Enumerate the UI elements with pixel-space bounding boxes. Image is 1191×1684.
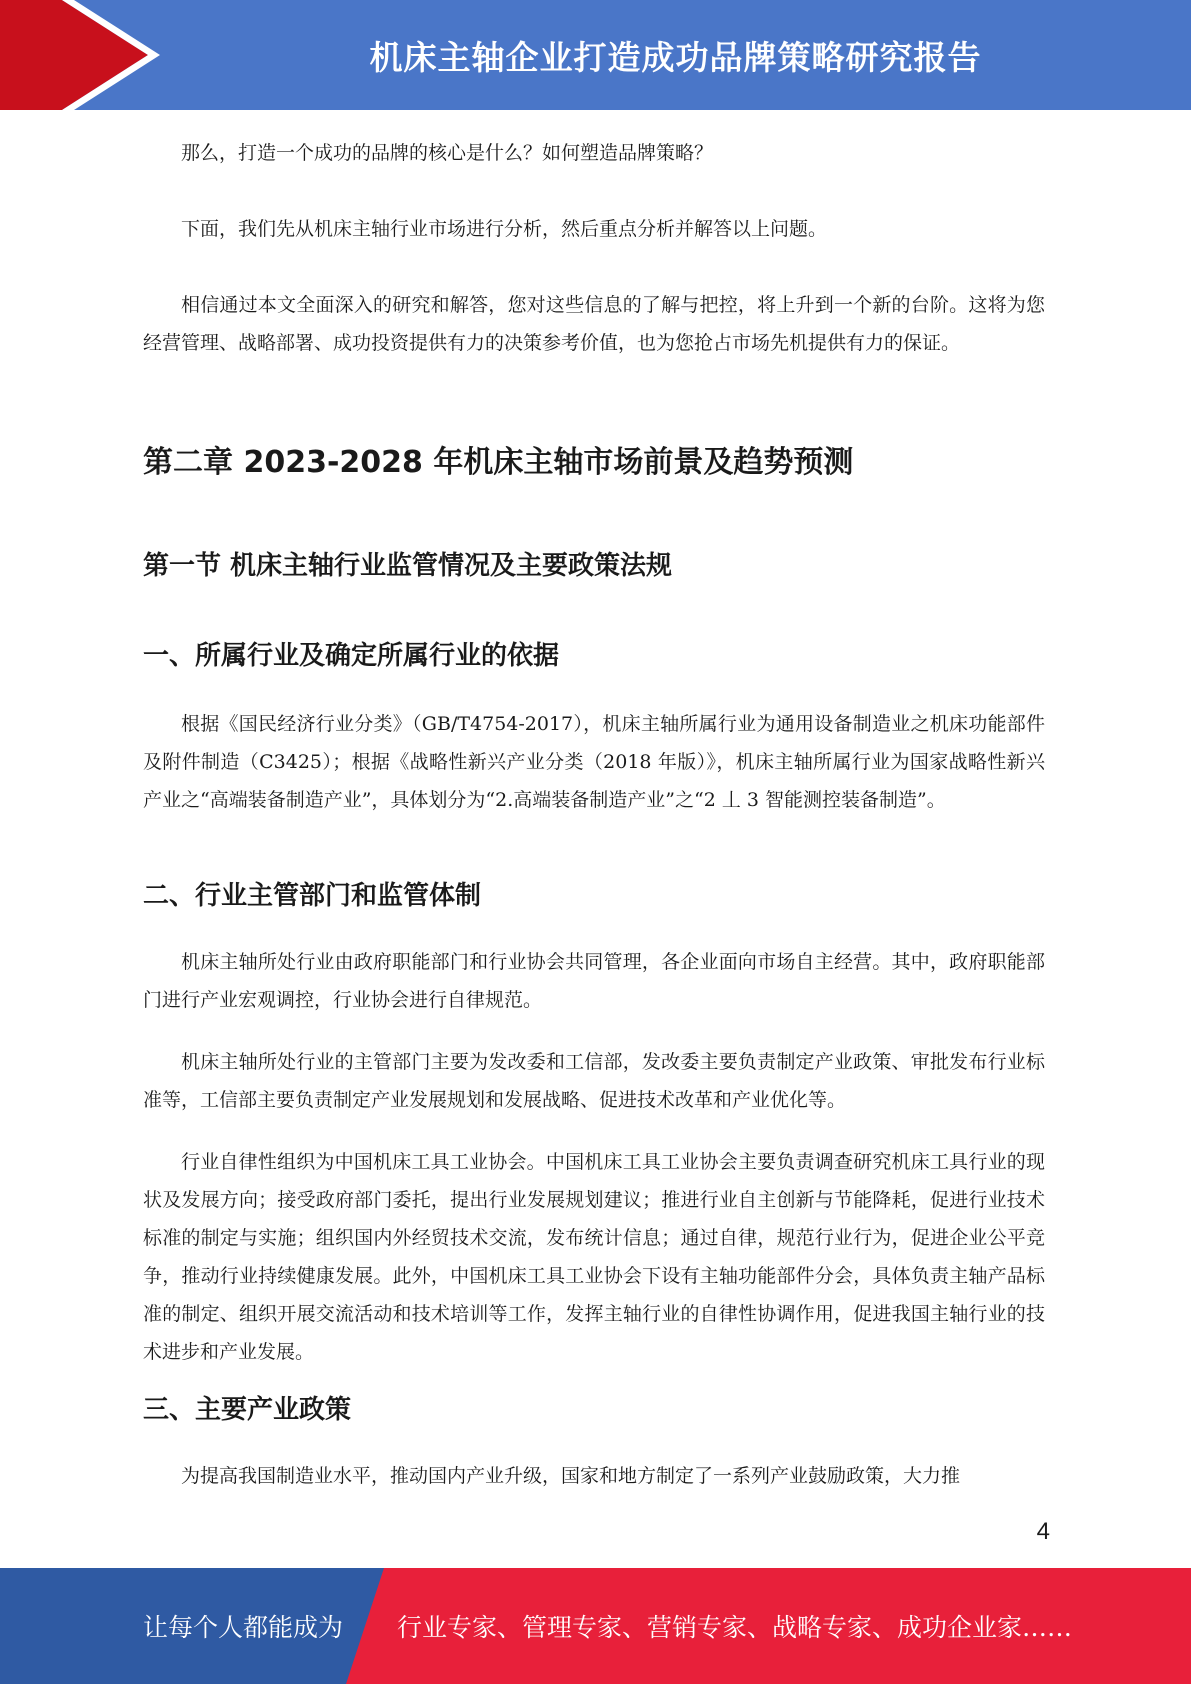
footer-slogan-right: 行业专家、管理专家、营销专家、战略专家、成功企业家…… [397,1613,1073,1642]
subsection-2-paragraph-2: 机床主轴所处行业的主管部门主要为发改委和工信部，发改委主要负责制定产业政策、审批发布行业标准等，工信部主要负责制定产业发展规划和发展战略、促进技术改革和产业优化等。 [143,1051,1045,1111]
subsection-title-1: 一、所属行业及确定所属行业的依据 [143,641,560,671]
footer-slogan-left: 让每个人都能成为 [143,1613,344,1642]
page-number: 4 [1036,1518,1050,1545]
header-arrow-icon [0,0,160,110]
section-title: 第一节 机床主轴行业监管情况及主要政策法规 [143,551,673,581]
subsection-2-paragraph-1: 机床主轴所处行业由政府职能部门和行业协会共同管理，各企业面向市场自主经营。其中，政府职能部门进行产业宏观调控，行业协会进行自律规范。 [143,951,1045,1011]
intro-paragraph-1: 那么，打造一个成功的品牌的核心是什么？如何塑造品牌策略？ [181,142,714,164]
page-header [0,0,1191,110]
subsection-title-2: 二、行业主管部门和监管体制 [143,881,482,911]
intro-paragraph-2: 下面，我们先从机床主轴行业市场进行分析，然后重点分析并解答以上问题。 [181,218,828,240]
subsection-title-3: 三、主要产业政策 [143,1395,352,1425]
subsection-2-paragraph-3: 行业自律性组织为中国机床工具工业协会。中国机床工具工业协会主要负责调查研究机床工具行业的现状及发展方向；接受政府部门委托，提出行业发展规划建议；推进行业自主创新与节能降耗，促进行业技术标准的制定与实施；组织国内外经贸技术交流，发布统计信息；通过自律，规范行业行为，促进企业公平竞争，推动行业持续健康发展。此外，中国机床工具工业协会下设有主轴功能部件分会，具体负责主轴产品标准的制定、组织开展交流活动和技术培训等工作，发挥主轴行业的自律性协调作用，促进我国主轴行业的技术进步和产业发展。 [143,1151,1045,1363]
report-title: 机床主轴企业打造成功品牌策略研究报告 [369,37,982,77]
chapter-title: 第二章 2023-2028 年机床主轴市场前景及趋势预测 [143,445,854,480]
intro-paragraph-3: 相信通过本文全面深入的研究和解答，您对这些信息的了解与把控，将上升到一个新的台阶。这将为您经营管理、战略部署、成功投资提供有力的决策参考价值，也为您抢占市场先机提供有力的保证。 [143,294,1045,354]
subsection-3-paragraph-1: 为提高我国制造业水平，推动国内产业升级，国家和地方制定了一系列产业鼓励政策，大力推 [181,1465,961,1487]
page-footer [0,1568,1191,1684]
subsection-1-paragraph-1: 根据《国民经济行业分类》（GB/T4754-2017），机床主轴所属行业为通用设备制造业之机床功能部件及附件制造（C3425）；根据《战略性新兴产业分类（2018 年版）》，机床主轴所属行业为国家战略性新兴产业之“高端装备制造产业”，具体划分为“2.高端装备制造产业”之“2 丄 3 智能测控装备制造”。 [143,713,1045,811]
